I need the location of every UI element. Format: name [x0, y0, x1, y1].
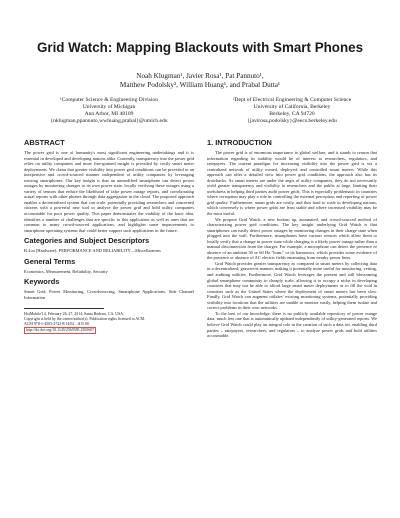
intro-paragraph-1: The power grid is of enormous importance to global welfare, and it stands to reason that information regarding its stability would be of interest to researchers, regulators, and ratepayers. The current paradigm for increasing visibility into the power grid is via a centralized network of utility owned, deployed, and controlled smart meters. While this approach can offer a detailed view into power grid conditions, the approach also has its drawbacks. As smart meters are under the aegis of utility companies, they do not necessarily yield greater transparency and visibility to researchers and the public at large, limiting their usefulness in helping third parties audit power grids. This is especially problematic in countries where corruption may play a role in controlling the external perception and reporting of power grid quality. Furthermore, smart grids are costly, and thus hard to scale in developing nations, which conversely is where power grids are least stable and where increased visibility may be the most useful. [207, 150, 377, 217]
affiliation-city: Berkeley, CA 94720 [269, 111, 315, 117]
keywords-heading: Keywords [24, 277, 60, 287]
footnote-rule [24, 308, 104, 309]
affiliation-city: Ann Arbor, MI 48109 [84, 111, 134, 117]
keywords-text: Smart Grid, Power Monitoring, Crowdsourcing, Smartphone Applications, Side Channel Information [24, 289, 194, 300]
intro-paragraph-3: Grid Watch provides greater transparency as compared to smart meters by collecting data in a decentralized, grassroots manner, making it potentially more useful for monitoring, vetting, and auditing utilities. Furthermore, Grid Watch leverages the present and still blossoming global smartphone community to cheaply scale, allowing it to occupy a niche in developing countries that may not be able to afford large smart meter deployments or to fill the void in countries such as the United States where the deployment of smart meters has been slow. Finally, Grid Watch can augment utilities' existing monitoring systems, potentially providing visibility into locations that the utilities are unable to monitor easily, helping them isolate and correct problems in their own networks. [207, 260, 377, 311]
affiliation-email: {javirosa,podolsky}@eecs.berkeley.edu [247, 118, 337, 124]
categories-text: B.4.m [Hardware]: PERFORMANCE AND RELIABILITY—Miscellaneous [24, 248, 161, 254]
abstract-heading: ABSTRACT [24, 138, 65, 147]
affiliation-org: University of Michigan [82, 104, 136, 110]
general-terms-heading: General Terms [24, 256, 76, 266]
left-column [24, 138, 194, 334]
affiliation-berkeley [207, 97, 377, 125]
footnote-copyright: Copyright is held by the owner/author(s). Publication rights licensed to ACM. [24, 317, 146, 322]
introduction-heading: 1. INTRODUCTION [207, 138, 272, 147]
author-list-line-1: Noah Klugman¹, Javier Rosa¹, Pat Pannuto¹, [136, 72, 264, 80]
affiliation-org: University of California, Berkeley [253, 104, 331, 110]
intro-paragraph-4: To the best of our knowledge, there is no publicly available repository of power outage data, much less one that is automatically updated independently of utility-generated reports. We believe Grid Watch could play an integral role in the creation of such a data set, enabling third parties – ratepayers, researchers, and regulators – to analyze power grids and hold utilities accountable. [207, 310, 377, 339]
affiliation-dept: ²Dept of Electrical Engineering & Computer Science [232, 97, 352, 103]
intro-paragraph-2: We propose Grid Watch, a new bottom up, automated, and crowd-sourced method of characterizing power grid conditions. The key insight underlying Grid Watch is that smartphones can easily detect power outages by monitoring changes in their charge state when plugged into the wall. Furthermore, smartphones have various sensors which allow them to locally verify that a change in power state while charging is a likely power outage rather than a manual disconnection from the charger. For example, a microphone can detect the presence or absence of an ambient 50 or 60 Hz "hum," or its harmonics, which provides some evidence of the presence or absence of AC electric fields emanating from nearby power lines. [207, 216, 377, 261]
affiliation-michigan [24, 97, 194, 125]
abstract-text: The power grid is one of humanity's most significant engineering undertakings and it is essential in developed and developing nations alike. Currently, transparency into the power grid relies on utility companies and more fine-grained insight is provided by costly smart meter deployments. We claim that greater visibility into power grid conditions can be provided in an inexpensive and crowd-sourced manner independent of utility companies by leveraging existing smartphones. Our key insight is that an unmodified smartphone can detect power outages by monitoring changes to its own power state, locally verifying these outages using a variety of sensors that reduce the likelihood of false power outage reports, and corroborating actual reports with other phones through data aggregation in the cloud. The proposed approach enables a decentralized system that can scale, potentially providing researchers and concerned citizens with a powerful new tool to analyze the power grid and hold utility companies accountable for poor power quality. This paper demonstrates the viability of the basic idea, identifies a number of challenges that are specific to this application as well as ones that are common to many crowd-sourced applications, and highlights some improvements to smartphone operating systems that could better support such applications in the future. [24, 150, 195, 233]
copyright-footnote [24, 312, 194, 334]
affiliation-email: {nklugman,ppannuto,wwhuang,prabal}@umich.edu [50, 118, 168, 124]
author-list-line-2: Matthew Podolsky², William Huang¹, and Prabal Dutta¹ [119, 81, 281, 89]
footnote-venue: HotMobile'14, February 26–27, 2014, Santa Barbara, CA, USA. [24, 312, 125, 317]
right-column [207, 138, 377, 339]
categories-heading: Categories and Subject Descriptors [24, 236, 150, 246]
affiliation-dept: ¹Computer Science & Engineering Division [60, 97, 158, 103]
footnote-acm: ACM 978-1-4503-2742-8/14/02 ...$15.00. [24, 322, 90, 327]
paper-title: Grid Watch: Mapping Blackouts with Smart Phones [36, 40, 364, 55]
doi-link[interactable]: http://dx.doi.org/10.1145/2565585.2565607 [26, 328, 95, 333]
general-terms-text: Economics, Measurement, Reliability, Security [24, 268, 108, 274]
